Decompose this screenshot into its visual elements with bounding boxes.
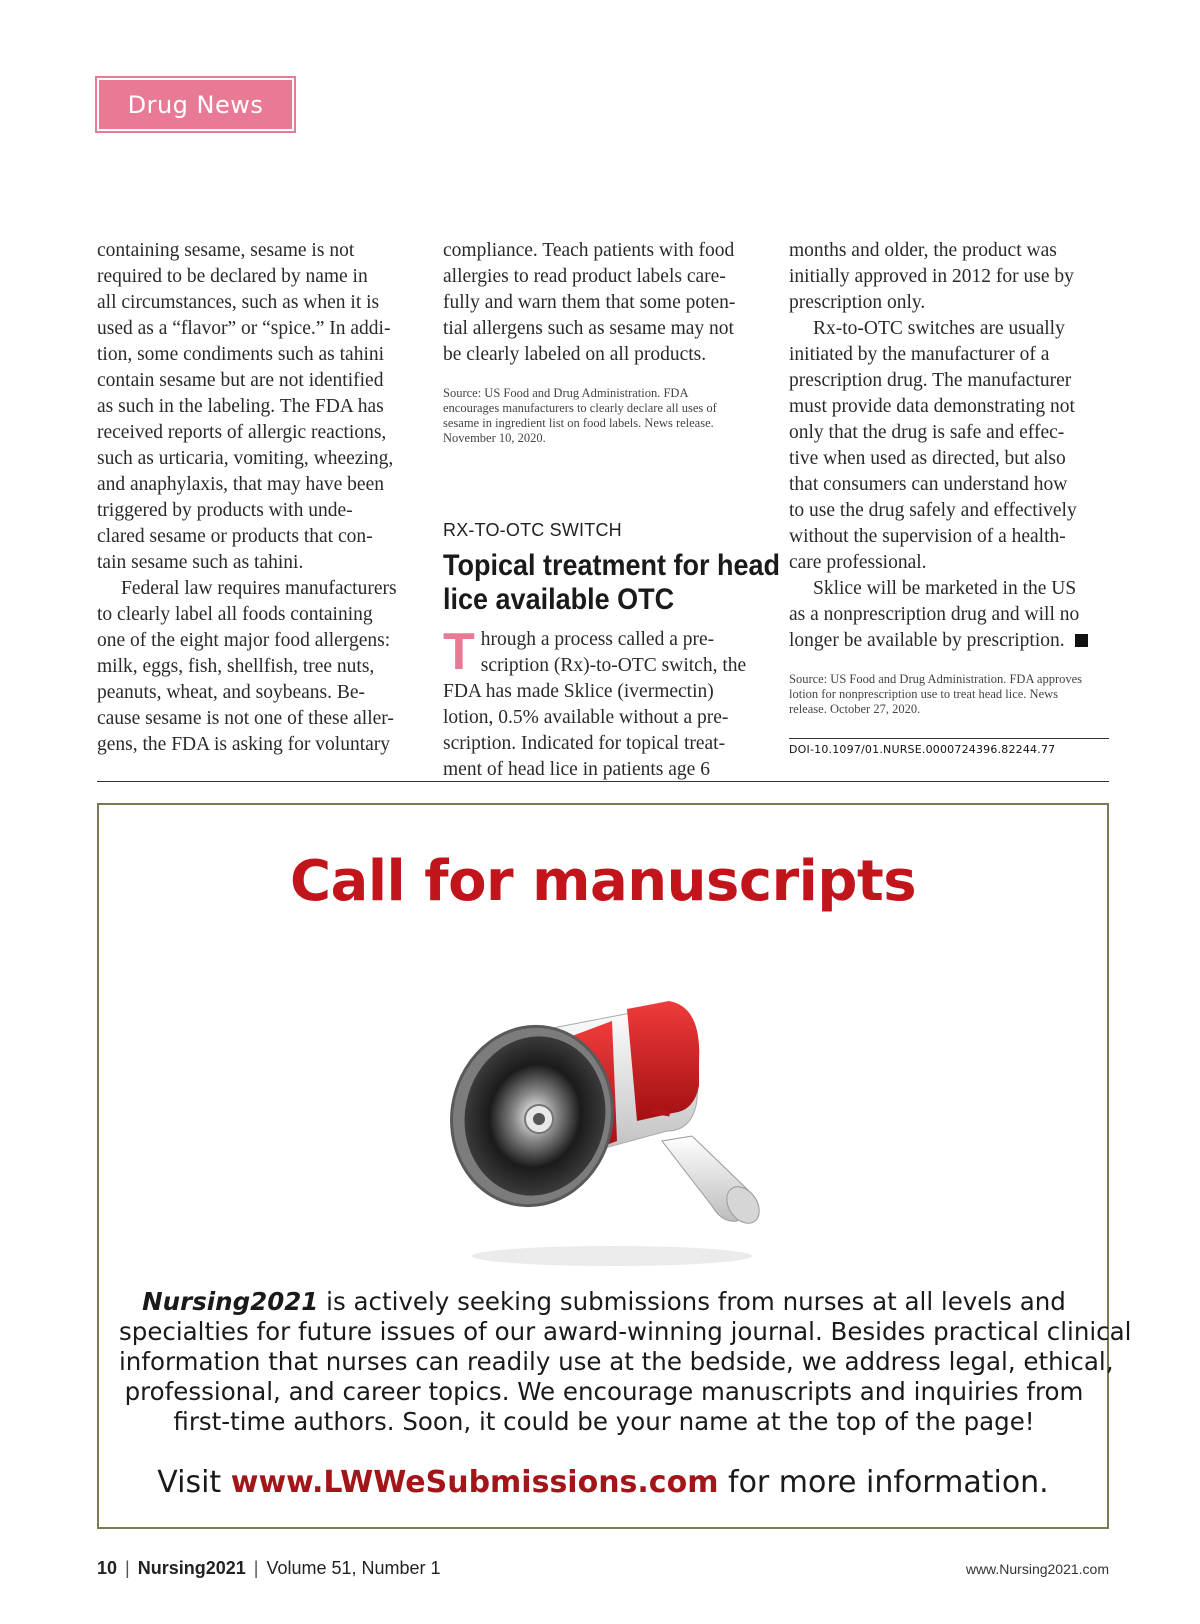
ad-body bbox=[119, 1287, 1132, 1437]
megaphone-icon bbox=[447, 991, 777, 1271]
text-line: initially approved in 2012 for use by bbox=[789, 266, 1074, 287]
call-for-manuscripts-ad bbox=[97, 803, 1132, 1529]
text-line: as such in the labeling. The FDA has bbox=[97, 396, 384, 417]
text-line: cause sesame is not one of these aller- bbox=[97, 708, 394, 729]
text-line: be clearly labeled on all products. bbox=[443, 344, 707, 365]
source-line: lotion for nonprescription use to treat head lice. News bbox=[789, 687, 1059, 701]
paragraph bbox=[789, 576, 1109, 654]
text-line: lotion, 0.5% available without a pre- bbox=[443, 707, 729, 728]
separator: | bbox=[253, 1558, 259, 1578]
article-kicker: RX-TO-OTC SWITCH bbox=[443, 520, 622, 540]
page-footer bbox=[97, 1558, 1109, 1582]
footer-issue: Volume 51, Number 1 bbox=[266, 1558, 441, 1578]
source-line: release. October 27, 2020. bbox=[789, 702, 921, 716]
text-line: clared sesame or products that con- bbox=[97, 526, 373, 547]
text-line: must provide data demonstrating not bbox=[789, 396, 1075, 417]
text-line: Sklice will be marketed in the US bbox=[813, 578, 1077, 599]
headline-line: lice available OTC bbox=[443, 583, 675, 616]
text-line: tion, some condiments such as tahini bbox=[97, 344, 385, 365]
text-span: Visit bbox=[157, 1465, 231, 1500]
source-line: sesame in ingredient list on food labels. News release. bbox=[443, 416, 714, 430]
source-line: Source: US Food and Drug Administration. FDA approves bbox=[789, 672, 1083, 686]
text-line: containing sesame, sesame is not bbox=[97, 240, 355, 261]
footer-website[interactable]: www.Nursing2021.com bbox=[965, 1561, 1109, 1577]
text-line: milk, eggs, fish, shellfish, tree nuts, bbox=[97, 656, 375, 677]
text-line: initiated by the manufacturer of a bbox=[789, 344, 1050, 365]
text-line: months and older, the product was bbox=[789, 240, 1057, 261]
article-column-2 bbox=[443, 238, 781, 783]
article-headline bbox=[443, 549, 781, 617]
text-line: prescription only. bbox=[789, 292, 926, 313]
text-span: is actively seeking submissions from nurses at all levels and bbox=[318, 1287, 1066, 1316]
text-line: prescription drug. The manufacturer bbox=[789, 370, 1072, 391]
ad-body-line: information that nurses can readily use at the bedside, we address legal, ethical, bbox=[119, 1347, 1114, 1376]
source-line: Source: US Food and Drug Administration. FDA bbox=[443, 386, 689, 400]
end-mark-icon bbox=[1075, 634, 1088, 647]
article-column-3 bbox=[789, 238, 1109, 717]
source-line: encourages manufacturers to clearly declare all uses of bbox=[443, 401, 717, 415]
divider bbox=[97, 781, 1109, 782]
text-line: fully and warn them that some poten- bbox=[443, 292, 736, 313]
text-line: required to be declared by name in bbox=[97, 266, 368, 287]
text-line: hrough a process called a pre- bbox=[480, 629, 715, 650]
ad-title: Call for manuscripts bbox=[289, 849, 917, 914]
paragraph bbox=[789, 238, 1109, 316]
footer-left bbox=[97, 1558, 441, 1579]
text-line: one of the eight major food allergens: bbox=[97, 630, 391, 651]
ad-visit-line bbox=[99, 1465, 1107, 1500]
paragraph bbox=[789, 316, 1109, 576]
ad-body-line: first-time authors. Soon, it could be your name at the top of the page! bbox=[173, 1407, 1035, 1436]
doi: DOI-10.1097/01.NURSE.0000724396.82244.77 bbox=[789, 738, 1109, 756]
text-line: as a nonprescription drug and will no bbox=[789, 604, 1080, 625]
source-line: November 10, 2020. bbox=[443, 431, 546, 445]
journal-name: Nursing2021 bbox=[142, 1287, 319, 1316]
page-number: 10 bbox=[97, 1558, 118, 1578]
text-line: all circumstances, such as when it is bbox=[97, 292, 380, 313]
paragraph bbox=[443, 238, 763, 368]
text-line bbox=[789, 628, 1109, 654]
text-line: received reports of allergic reactions, bbox=[97, 422, 387, 443]
ad-body-line: professional, and career topics. We encourage manuscripts and inquiries from bbox=[124, 1377, 1084, 1406]
paragraph bbox=[97, 238, 417, 576]
text-line: gens, the FDA is asking for voluntary bbox=[97, 734, 391, 755]
text-span: for more information. bbox=[718, 1465, 1049, 1500]
ad-body-line: specialties for future issues of our award-winning journal. Besides practical clinical bbox=[119, 1317, 1132, 1346]
source-citation bbox=[443, 386, 763, 446]
text-line: triggered by products with unde- bbox=[97, 500, 353, 521]
text-line: contain sesame but are not identified bbox=[97, 370, 384, 391]
text-line: such as urticaria, vomiting, wheezing, bbox=[97, 448, 394, 469]
text-line: tial allergens such as sesame may not bbox=[443, 318, 734, 339]
text-line: care professional. bbox=[789, 552, 927, 573]
text-line: Federal law requires manufacturers bbox=[121, 578, 397, 599]
headline-line: Topical treatment for head bbox=[443, 549, 781, 582]
text-line: ment of head lice in patients age 6 bbox=[443, 759, 710, 780]
submissions-link[interactable]: www.LWWeSubmissions.com bbox=[230, 1465, 719, 1500]
text-line: allergies to read product labels care- bbox=[443, 266, 726, 287]
text-line: only that the drug is safe and effec- bbox=[789, 422, 1065, 443]
text-line: tive when used as directed, but also bbox=[789, 448, 1066, 469]
text-line: and anaphylaxis, that may have been bbox=[97, 474, 384, 495]
paragraph bbox=[97, 576, 417, 758]
article-column-1 bbox=[97, 238, 417, 758]
text-line: used as a “flavor” or “spice.” In addi- bbox=[97, 318, 391, 339]
separator: | bbox=[125, 1558, 130, 1578]
text-line: to use the drug safely and effectively bbox=[789, 500, 1077, 521]
text-line: Rx-to-OTC switches are usually bbox=[813, 318, 1065, 339]
text-line: peanuts, wheat, and soybeans. Be- bbox=[97, 682, 366, 703]
text-line: that consumers can understand how bbox=[789, 474, 1068, 495]
ad-body-line bbox=[119, 1287, 1089, 1317]
text-line: FDA has made Sklice (ivermectin) bbox=[443, 681, 714, 702]
source-citation bbox=[789, 672, 1109, 717]
paragraph bbox=[443, 623, 763, 783]
text-line: to clearly label all foods containing bbox=[97, 604, 373, 625]
drop-cap: T bbox=[443, 623, 475, 681]
text-line: compliance. Teach patients with food bbox=[443, 240, 735, 261]
text-line: without the supervision of a health- bbox=[789, 526, 1066, 547]
text-line: tain sesame such as tahini. bbox=[97, 552, 304, 573]
text-line: scription. Indicated for topical treat- bbox=[443, 733, 726, 754]
text-line: scription (Rx)-to-OTC switch, the bbox=[480, 655, 747, 676]
text-span: longer be available by prescription. bbox=[789, 630, 1065, 651]
section-tag: Drug News bbox=[97, 78, 294, 131]
footer-journal: Nursing2021 bbox=[137, 1558, 246, 1578]
